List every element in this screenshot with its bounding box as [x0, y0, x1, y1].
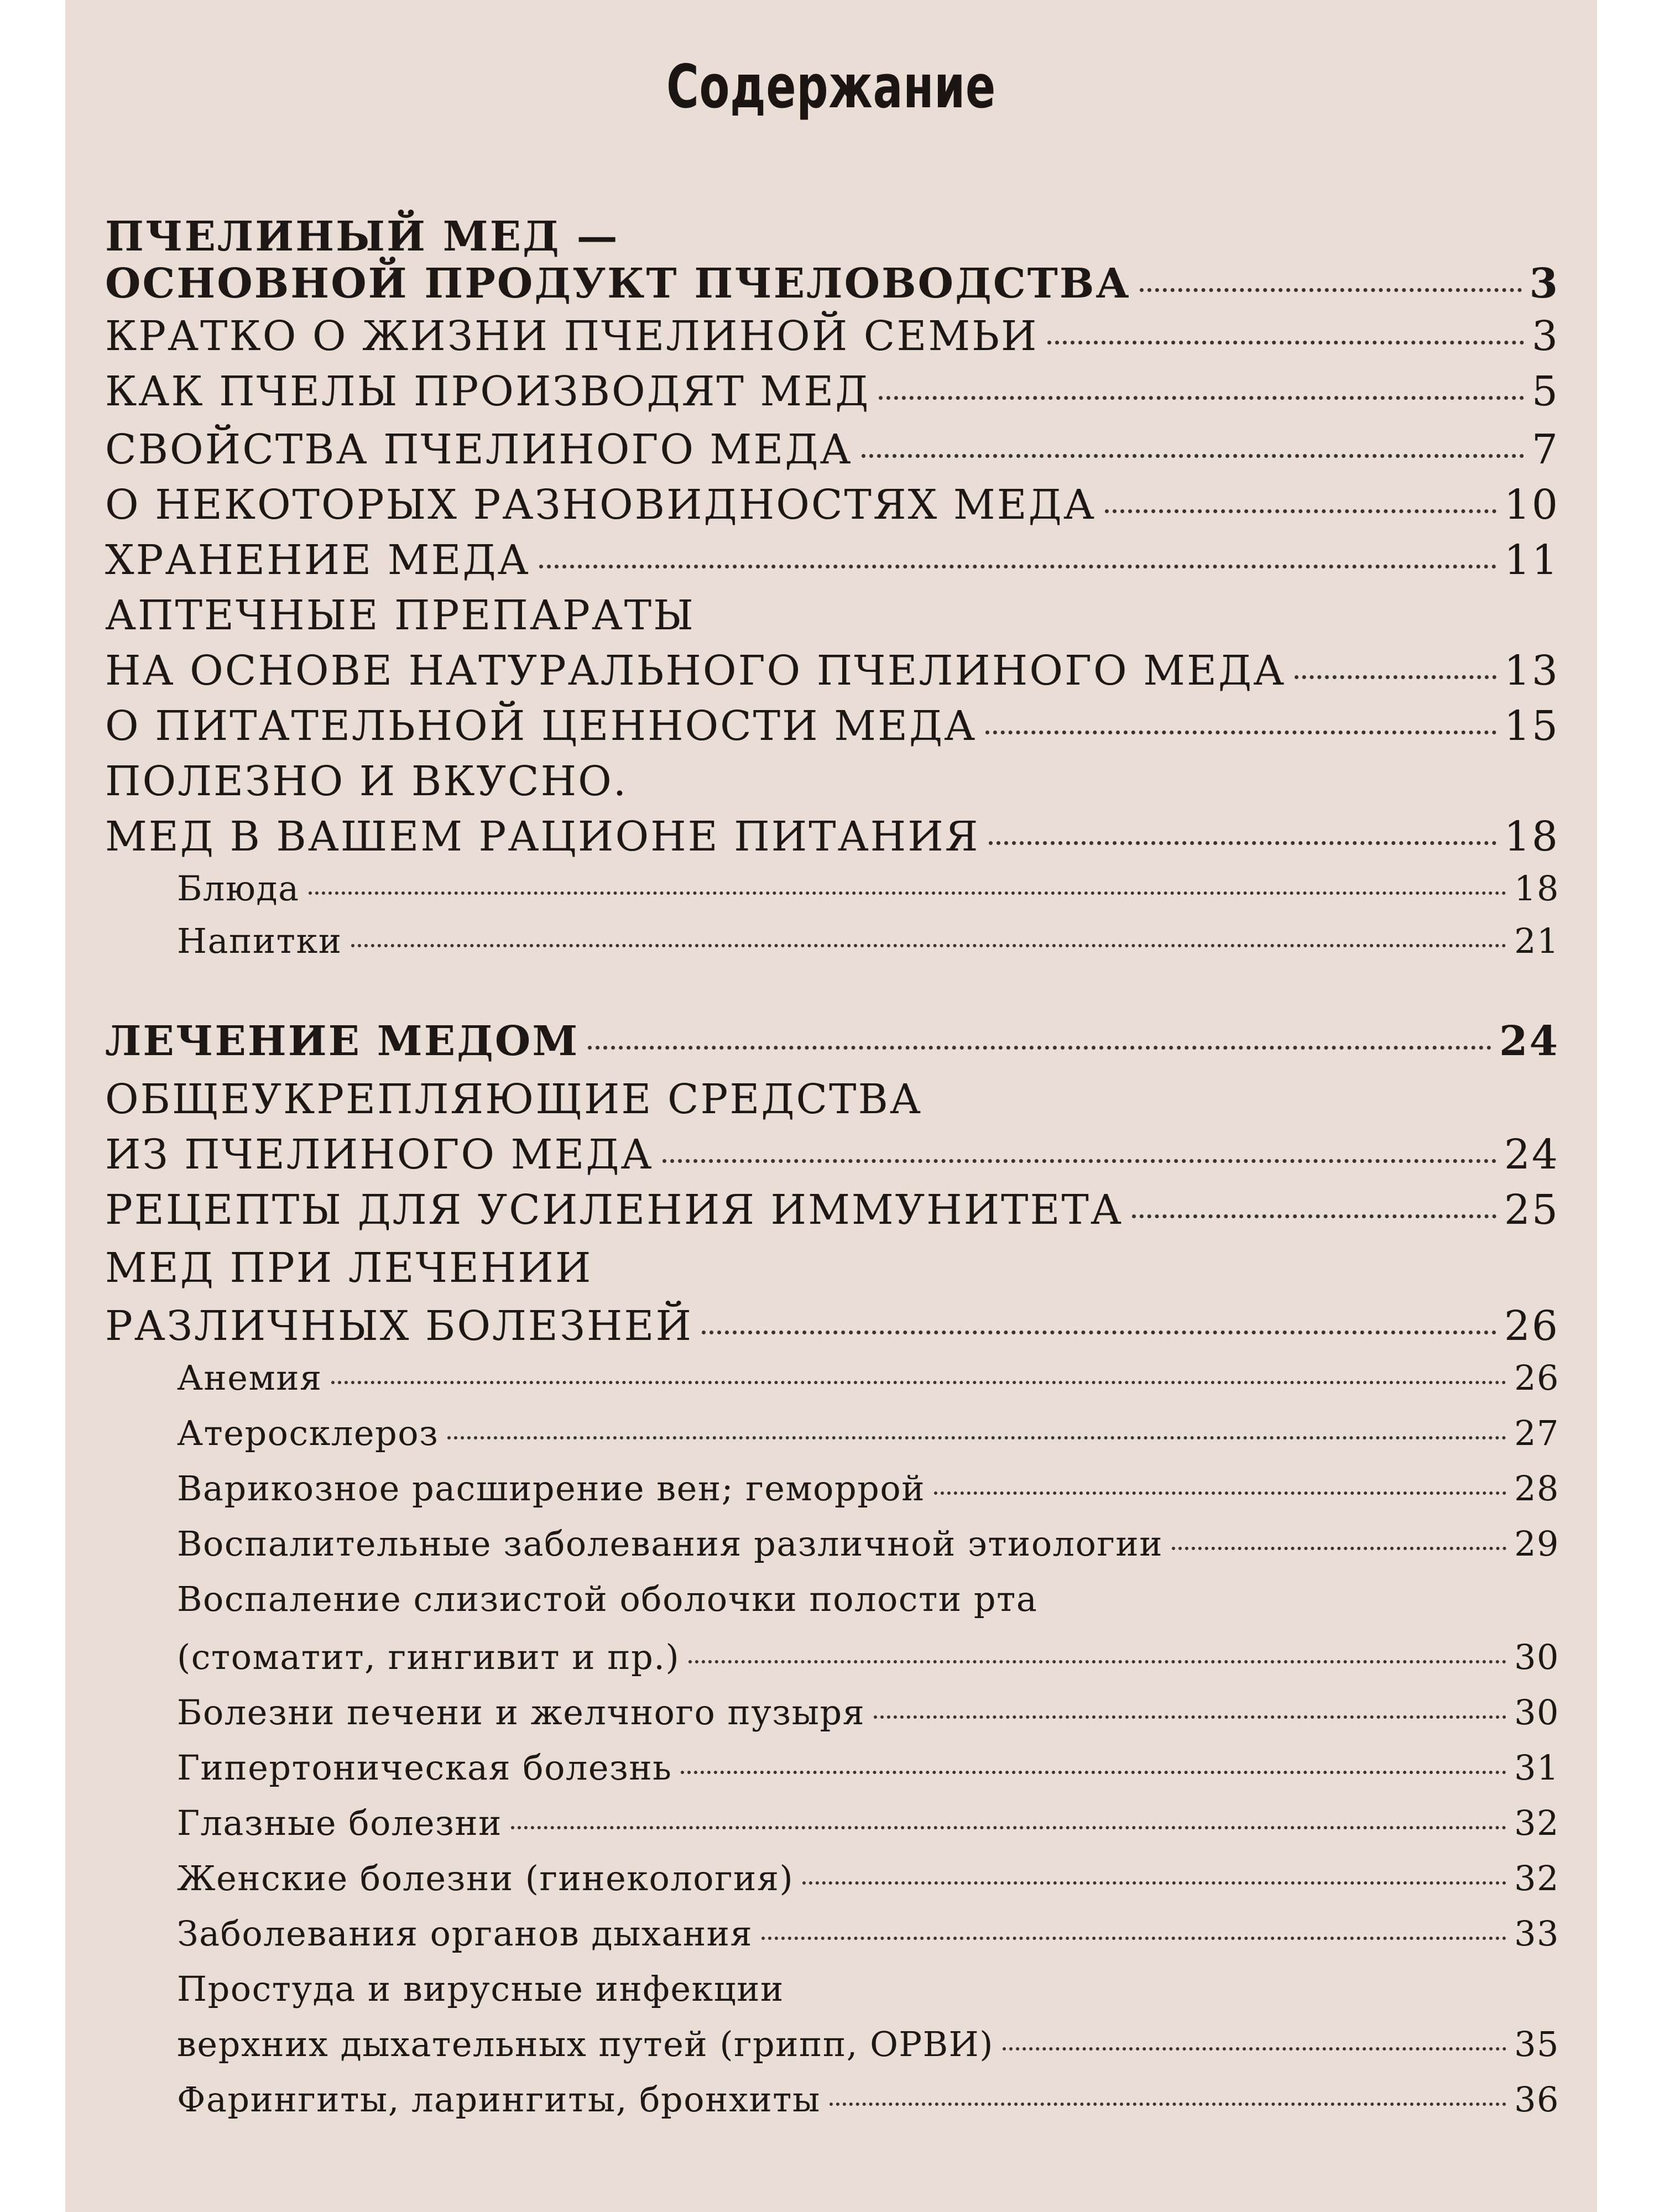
toc-entry [105, 1186, 1559, 1234]
toc-entry [177, 1692, 1559, 1733]
toc-page-number: 32 [1514, 1858, 1559, 1898]
toc-page-number: 36 [1514, 2079, 1559, 2120]
toc-entry [177, 1468, 1559, 1509]
toc-page-number: 3 [1531, 312, 1559, 360]
toc-entry-title: Фарингиты, ларингиты, бронхиты [177, 2079, 821, 2120]
toc-entry [177, 1913, 1559, 1954]
toc-entry [177, 1747, 1559, 1788]
toc-entry-title: ЛЕЧЕНИЕ МЕДОМ [105, 1018, 580, 1065]
toc-entry [177, 1413, 1559, 1453]
dot-leader [879, 396, 1524, 400]
toc-entry-title: КАК ПЧЕЛЫ ПРОИЗВОДЯТ МЕД [105, 368, 870, 415]
toc-entry-title: Женские болезни (гинекология) [177, 1858, 794, 1898]
toc-entry-title: Болезни печени и желчного пузыря [177, 1692, 865, 1733]
toc-entry-title: РАЗЛИЧНЫХ БОЛЕЗНЕЙ [105, 1302, 693, 1350]
toc-entry [105, 536, 1559, 584]
toc-entry [105, 312, 1559, 360]
toc-page-number: 29 [1514, 1524, 1559, 1564]
toc-entry [105, 1018, 1559, 1065]
toc-page-number: 30 [1514, 1692, 1559, 1733]
toc-entry-title: О ПИТАТЕЛЬНОЙ ЦЕННОСТИ МЕДА [105, 702, 977, 750]
toc-entry-title: МЕД В ВАШЕМ РАЦИОНЕ ПИТАНИЯ [105, 813, 980, 860]
dot-leader [447, 1436, 1506, 1439]
toc-page-number: 31 [1514, 1747, 1559, 1788]
dot-leader [934, 1491, 1506, 1495]
toc-entry-title: ХРАНЕНИЕ МЕДА [105, 536, 530, 584]
toc-entry-title: О НЕКОТОРЫХ РАЗНОВИДНОСТЯХ МЕДА [105, 481, 1096, 529]
toc-entry [105, 647, 1559, 695]
toc-entry [105, 702, 1559, 750]
toc-entry-title: Глазные болезни [177, 1803, 502, 1843]
toc-entry-title: Напитки [177, 921, 342, 961]
dot-leader [1003, 2047, 1506, 2051]
toc-entry-title: НА ОСНОВЕ НАТУРАЛЬНОГО ПЧЕЛИНОГО МЕДА [105, 647, 1286, 695]
dot-leader [1295, 675, 1496, 679]
dot-leader [1047, 341, 1524, 345]
toc-page-number: 3 [1529, 260, 1559, 307]
toc-entry-title: МЕД ПРИ ЛЕЧЕНИИ [105, 1244, 593, 1292]
dot-leader [1172, 1547, 1506, 1550]
toc-page-number: 11 [1504, 536, 1559, 584]
toc-page-number: 5 [1531, 368, 1559, 415]
toc-page-number: 28 [1514, 1468, 1559, 1509]
dot-leader [761, 1937, 1506, 1940]
dot-leader [830, 2103, 1506, 2106]
toc-entry-title: ПОЛЕЗНО И ВКУСНО. [105, 758, 628, 805]
toc-entry-title: ПЧЕЛИНЫЙ МЕД — [105, 213, 619, 260]
toc-page-number: 32 [1514, 1803, 1559, 1843]
toc-entry [177, 2024, 1559, 2064]
toc-entry [105, 368, 1559, 415]
dot-leader [511, 1826, 1506, 1829]
toc-entry [105, 260, 1559, 307]
dot-leader [874, 1715, 1506, 1719]
toc-entry [105, 758, 1559, 805]
toc-entry [105, 1244, 1559, 1292]
toc-entry [105, 426, 1559, 473]
toc-page-number: 30 [1514, 1637, 1559, 1677]
book-page [65, 0, 1597, 2212]
toc-entry-title: Атеросклероз [177, 1413, 439, 1453]
dot-leader [681, 1771, 1506, 1774]
toc-entry [177, 868, 1559, 909]
toc-entry [177, 1579, 1559, 1619]
toc-page-number: 26 [1514, 1358, 1559, 1398]
toc-entry [177, 1858, 1559, 1898]
toc-page-number: 18 [1504, 813, 1559, 860]
toc-entry-title: ИЗ ПЧЕЛИНОГО МЕДА [105, 1131, 654, 1178]
toc-page-number: 15 [1504, 702, 1559, 750]
toc-page-number: 24 [1499, 1018, 1559, 1065]
toc-page-number: 35 [1514, 2024, 1559, 2064]
toc-entry-title: СВОЙСТВА ПЧЕЛИНОГО МЕДА [105, 426, 853, 473]
toc-entry [105, 1076, 1559, 1123]
toc-entry-title: Варикозное расширение вен; геморрой [177, 1468, 926, 1509]
toc-entry-title: АПТЕЧНЫЕ ПРЕПАРАТЫ [105, 592, 695, 639]
toc-entry-title: ОБЩЕУКРЕПЛЯЮЩИЕ СРЕДСТВА [105, 1076, 922, 1123]
toc-page-number: 27 [1514, 1413, 1559, 1453]
dot-leader [539, 565, 1496, 568]
toc-entry-title: (стоматит, гингивит и пр.) [177, 1637, 680, 1677]
dot-leader [989, 841, 1496, 845]
toc-page-number: 25 [1504, 1186, 1559, 1234]
toc-page-number: 21 [1514, 921, 1559, 961]
dot-leader [351, 944, 1507, 947]
dot-leader [588, 1046, 1491, 1050]
dot-leader [985, 731, 1496, 734]
dot-leader [802, 1881, 1506, 1885]
toc-entry [105, 1131, 1559, 1178]
toc-entry [177, 921, 1559, 961]
toc-page-number: 18 [1514, 868, 1559, 909]
dot-leader [662, 1159, 1496, 1163]
toc-entry [177, 1524, 1559, 1564]
toc-page-number: 26 [1504, 1302, 1559, 1350]
toc-entry-title: Простуда и вирусные инфекции [177, 1969, 784, 2009]
toc-entry-title: Блюда [177, 868, 300, 909]
toc-entry [177, 1358, 1559, 1398]
dot-leader [702, 1331, 1496, 1334]
toc-entry [105, 592, 1559, 639]
toc-entry-title: верхних дыхательных путей (грипп, ОРВИ) [177, 2024, 994, 2064]
table-of-contents [65, 0, 1597, 2212]
dot-leader [1105, 509, 1496, 513]
dot-leader [309, 891, 1507, 895]
toc-page-number: 13 [1504, 647, 1559, 695]
toc-entry [177, 1803, 1559, 1843]
toc-entry-title: РЕЦЕПТЫ ДЛЯ УСИЛЕНИЯ ИММУНИТЕТА [105, 1186, 1123, 1234]
dot-leader [331, 1381, 1506, 1384]
toc-entry [177, 2079, 1559, 2120]
dot-leader [862, 454, 1524, 458]
dot-leader [1132, 1214, 1496, 1218]
toc-entry-title: ОСНОВНОЙ ПРОДУКТ ПЧЕЛОВОДСТВА [105, 260, 1131, 307]
dot-leader [688, 1660, 1506, 1663]
toc-entry-title: Заболевания органов дыхания [177, 1913, 753, 1954]
toc-page-number: 7 [1531, 426, 1559, 473]
toc-entry-title: КРАТКО О ЖИЗНИ ПЧЕЛИНОЙ СЕМЬИ [105, 312, 1039, 360]
toc-page-number: 24 [1504, 1131, 1559, 1178]
dot-leader [1140, 288, 1522, 292]
toc-entry-title: Воспаление слизистой оболочки полости рта [177, 1579, 1038, 1619]
toc-entry [105, 1302, 1559, 1350]
page-title: Содержание [666, 53, 996, 122]
toc-entry-title: Анемия [177, 1358, 322, 1398]
toc-entry [177, 1969, 1559, 2009]
toc-entry [105, 813, 1559, 860]
toc-page-number: 10 [1504, 481, 1559, 529]
toc-entry [105, 213, 1559, 260]
toc-entry-title: Гипертоническая болезнь [177, 1747, 672, 1788]
toc-entry [177, 1637, 1559, 1677]
toc-entry [105, 481, 1559, 529]
toc-entry-title: Воспалительные заболевания различной этиологии [177, 1524, 1164, 1564]
toc-page-number: 33 [1514, 1913, 1559, 1954]
